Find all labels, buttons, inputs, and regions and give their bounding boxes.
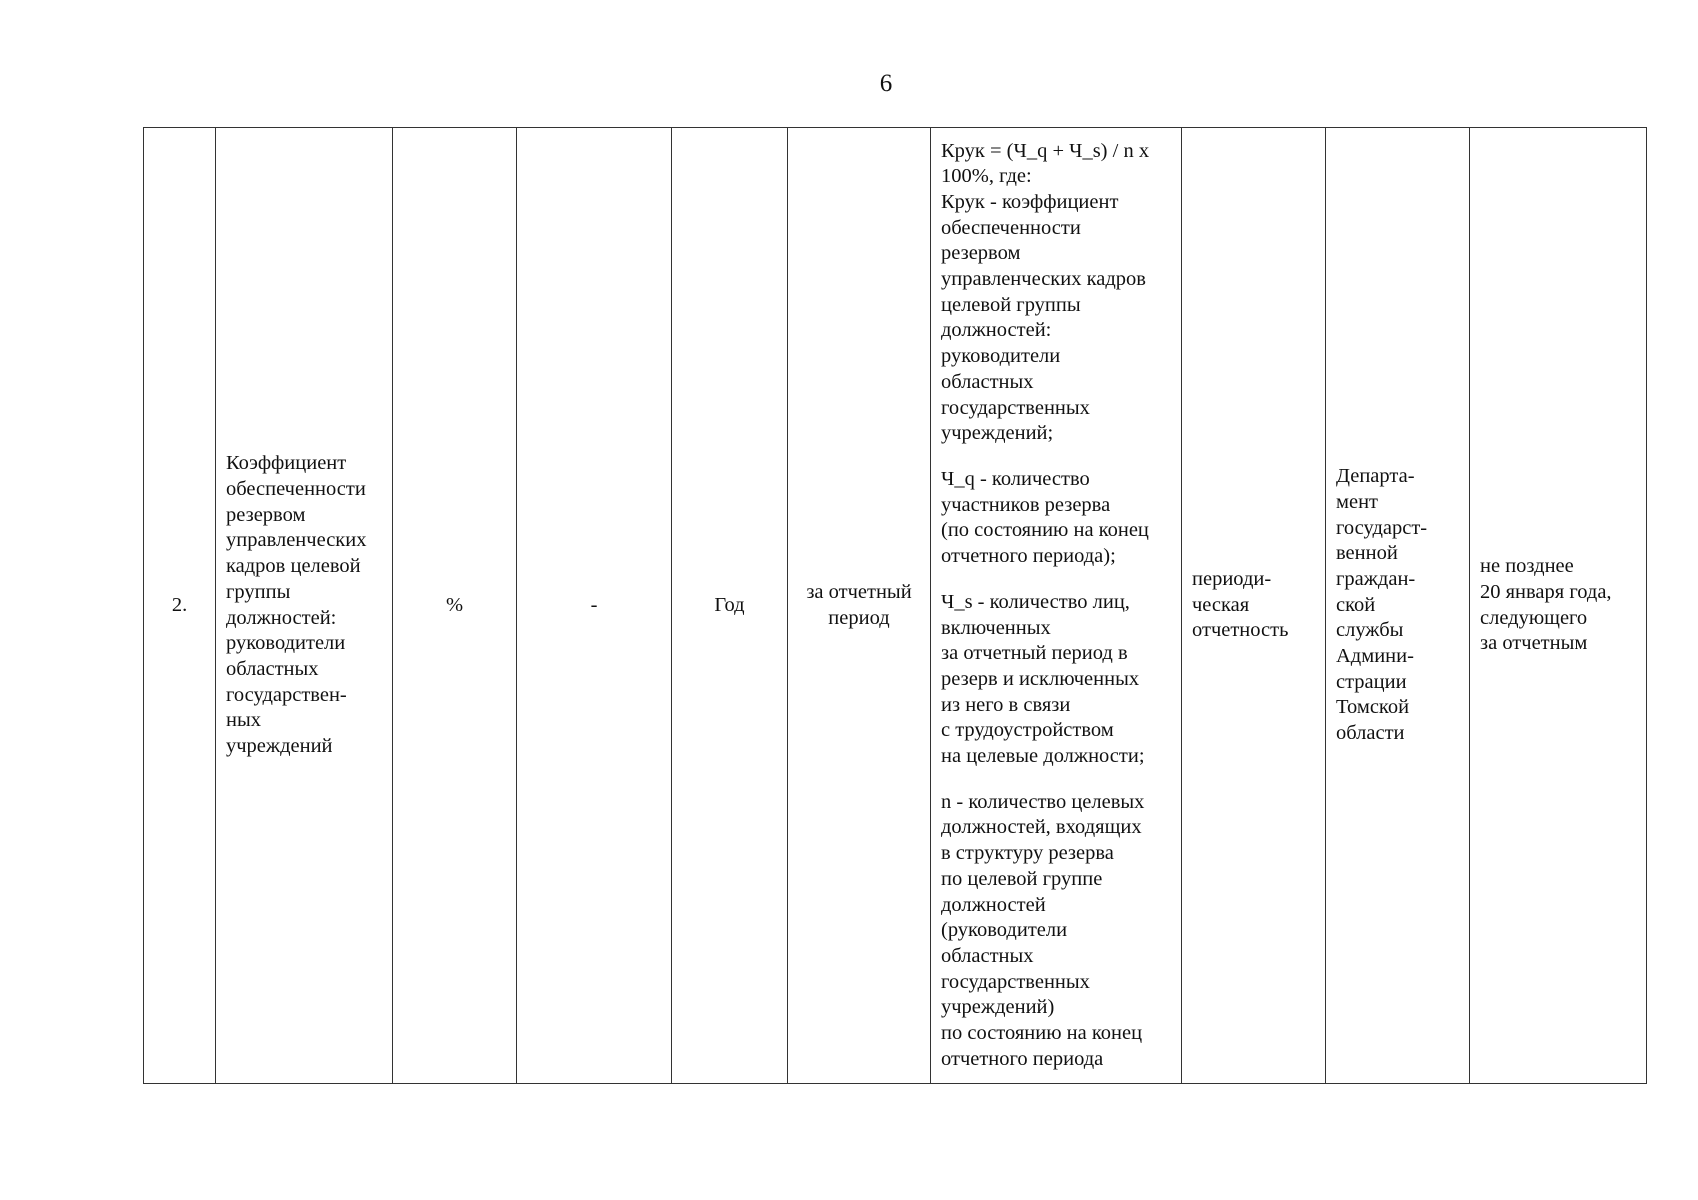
indicator-name-cell (216, 128, 393, 1084)
formula-term-cs: Ч_s - количество лиц, включенных за отчетный период в резерв и исключенных из него в связи с трудоустройством на целевые должности; (941, 590, 1145, 768)
formula-cell (931, 128, 1182, 1084)
indicators-table (143, 127, 1647, 1084)
period-cell (788, 128, 931, 1084)
formula-term-n: n - количество целевых должностей, входящих в структуру резерва по целевой группе должностей (руководители областных государственных учреждений) по состоянию на конец отчетного периода (941, 790, 1145, 1070)
table-row (144, 128, 1647, 1084)
periodicity-value: Год (714, 593, 745, 616)
deadline-value: не позднее 20 января года, следующего за отчетным (1480, 555, 1612, 655)
period-value: за отчетный период (806, 580, 912, 629)
unit-cell (393, 128, 517, 1084)
row-number: 2. (171, 593, 188, 616)
formula-definition: Крук = (Ч_q + Ч_s) / n x 100%, где: Крук - коэффициент обеспеченности резервом управленческих кадров целевой группы должностей: руководители областных государственных учреждений; (941, 139, 1150, 445)
source-cell (1182, 128, 1326, 1084)
unit-value: % (445, 593, 464, 616)
deadline-cell (1470, 128, 1647, 1084)
source-value: периоди- ческая отчетность (1192, 567, 1289, 642)
formula-term-cq: Ч_q - количество участников резерва (по состоянию на конец отчетного периода); (941, 467, 1149, 568)
row-number-cell (144, 128, 216, 1084)
indicator-name: Коэффициент обеспеченности резервом управленческих кадров целевой группы должностей: руководители областных государствен- ных учреждений (226, 452, 367, 758)
page-number: 6 (879, 70, 893, 97)
responsible-cell (1326, 128, 1470, 1084)
responsible-value: Департа- мент государст- венной граждан- ской службы Админи- страции Томской области (1336, 465, 1428, 745)
dash-cell (517, 128, 672, 1084)
dash-value: - (590, 593, 598, 616)
periodicity-cell (672, 128, 788, 1084)
